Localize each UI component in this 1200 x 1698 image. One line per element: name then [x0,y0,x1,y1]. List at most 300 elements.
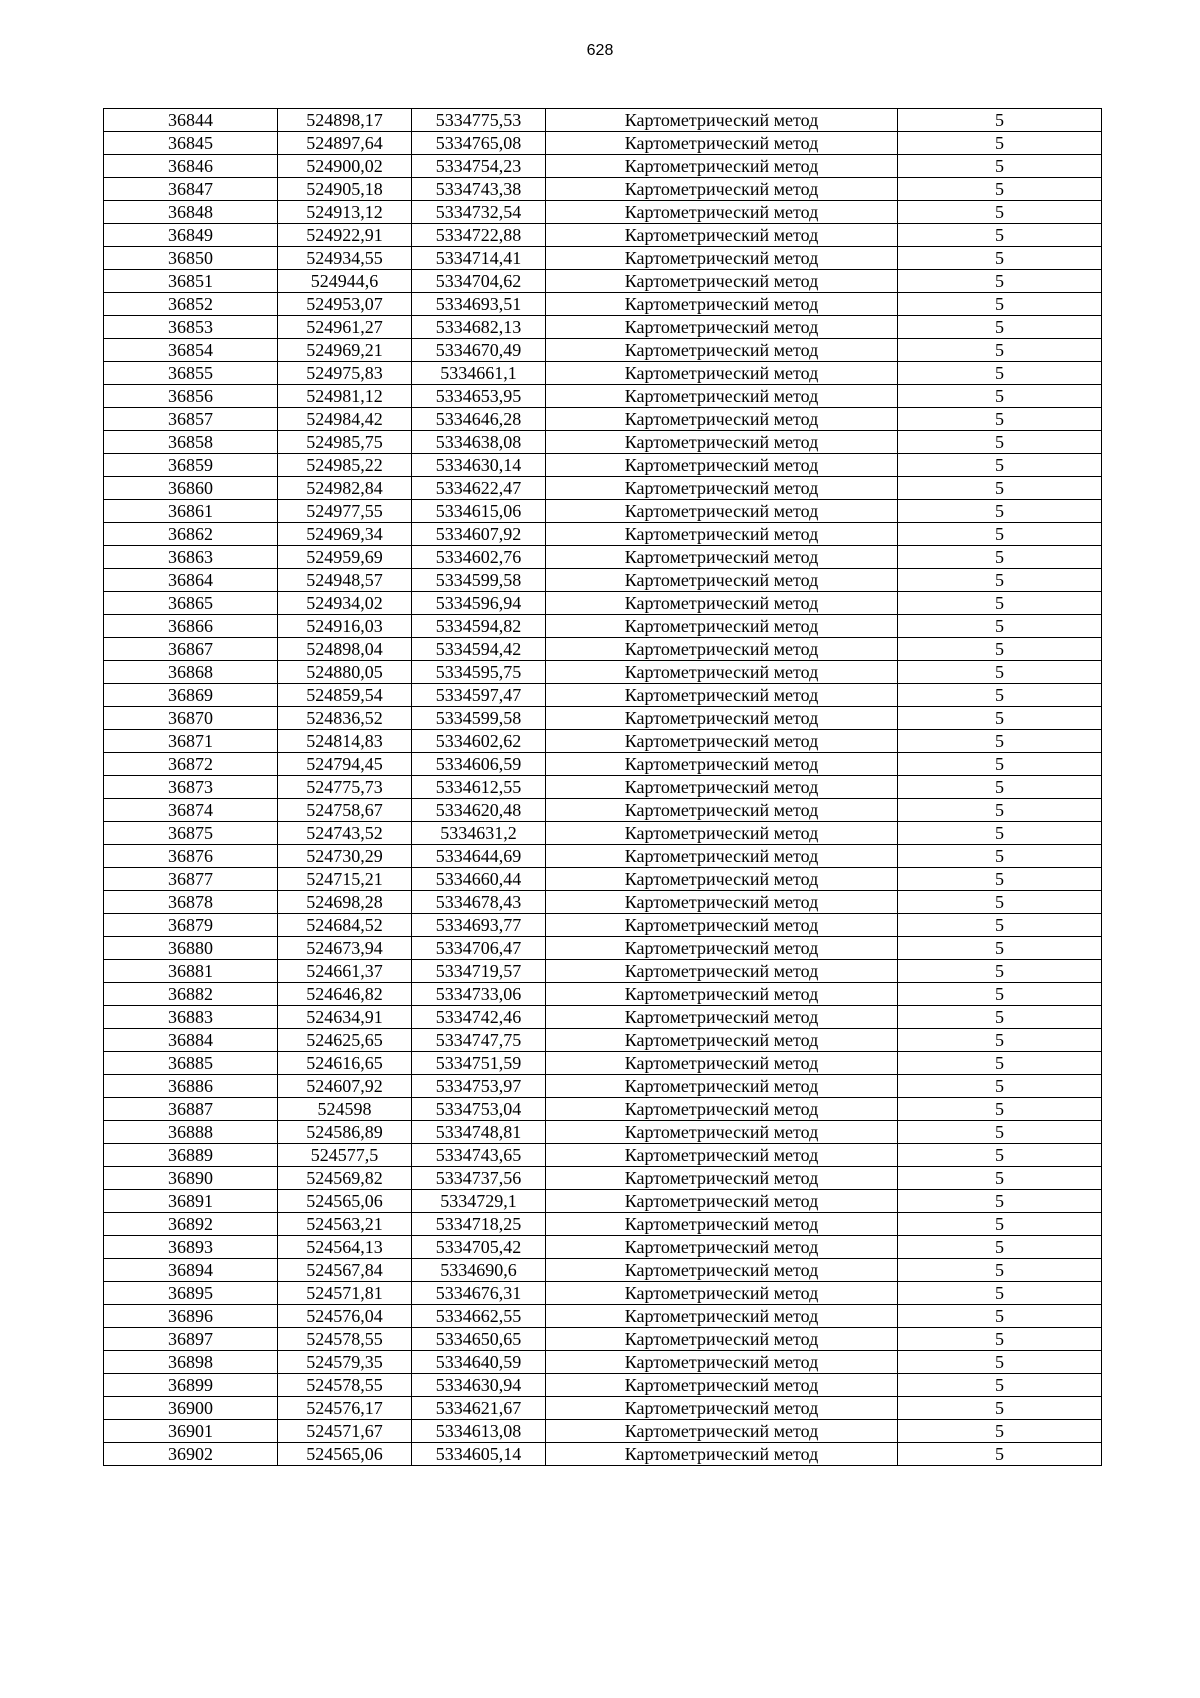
point-number-cell: 36902 [104,1443,278,1466]
y-coordinate-cell: 5334613,08 [412,1420,546,1443]
method-cell: Картометрический метод [546,201,898,224]
y-coordinate-cell: 5334737,56 [412,1167,546,1190]
accuracy-cell: 5 [898,1121,1102,1144]
table-row [104,891,1102,914]
method-cell: Картометрический метод [546,684,898,707]
accuracy-cell: 5 [898,960,1102,983]
x-coordinate-cell: 524569,82 [278,1167,412,1190]
table-row [104,937,1102,960]
accuracy-cell: 5 [898,178,1102,201]
x-coordinate-cell: 524913,12 [278,201,412,224]
point-number-cell: 36877 [104,868,278,891]
method-cell: Картометрический метод [546,822,898,845]
point-number-cell: 36892 [104,1213,278,1236]
x-coordinate-cell: 524900,02 [278,155,412,178]
method-cell: Картометрический метод [546,891,898,914]
method-cell: Картометрический метод [546,293,898,316]
x-coordinate-cell: 524758,67 [278,799,412,822]
x-coordinate-cell: 524578,55 [278,1328,412,1351]
table-row [104,1282,1102,1305]
accuracy-cell: 5 [898,1075,1102,1098]
point-number-cell: 36858 [104,431,278,454]
accuracy-cell: 5 [898,799,1102,822]
y-coordinate-cell: 5334743,38 [412,178,546,201]
x-coordinate-cell: 524897,64 [278,132,412,155]
point-number-cell: 36888 [104,1121,278,1144]
accuracy-cell: 5 [898,247,1102,270]
method-cell: Картометрический метод [546,1121,898,1144]
table-row [104,132,1102,155]
x-coordinate-cell: 524982,84 [278,477,412,500]
table-row [104,776,1102,799]
x-coordinate-cell: 524730,29 [278,845,412,868]
y-coordinate-cell: 5334661,1 [412,362,546,385]
accuracy-cell: 5 [898,1006,1102,1029]
method-cell: Картометрический метод [546,1351,898,1374]
x-coordinate-cell: 524969,34 [278,523,412,546]
method-cell: Картометрический метод [546,1213,898,1236]
point-number-cell: 36870 [104,707,278,730]
x-coordinate-cell: 524880,05 [278,661,412,684]
table-row [104,546,1102,569]
method-cell: Картометрический метод [546,638,898,661]
x-coordinate-cell: 524564,13 [278,1236,412,1259]
accuracy-cell: 5 [898,845,1102,868]
y-coordinate-cell: 5334605,14 [412,1443,546,1466]
method-cell: Картометрический метод [546,408,898,431]
point-number-cell: 36871 [104,730,278,753]
table-row [104,155,1102,178]
method-cell: Картометрический метод [546,178,898,201]
accuracy-cell: 5 [898,1190,1102,1213]
accuracy-cell: 5 [898,270,1102,293]
table-row [104,454,1102,477]
accuracy-cell: 5 [898,431,1102,454]
table-row [104,339,1102,362]
method-cell: Картометрический метод [546,1397,898,1420]
accuracy-cell: 5 [898,1305,1102,1328]
table-row [104,477,1102,500]
x-coordinate-cell: 524859,54 [278,684,412,707]
x-coordinate-cell: 524684,52 [278,914,412,937]
method-cell: Картометрический метод [546,1305,898,1328]
point-number-cell: 36869 [104,684,278,707]
x-coordinate-cell: 524565,06 [278,1443,412,1466]
accuracy-cell: 5 [898,477,1102,500]
y-coordinate-cell: 5334682,13 [412,316,546,339]
accuracy-cell: 5 [898,1351,1102,1374]
x-coordinate-cell: 524944,6 [278,270,412,293]
y-coordinate-cell: 5334596,94 [412,592,546,615]
point-number-cell: 36851 [104,270,278,293]
y-coordinate-cell: 5334775,53 [412,109,546,132]
y-coordinate-cell: 5334662,55 [412,1305,546,1328]
point-number-cell: 36859 [104,454,278,477]
x-coordinate-cell: 524576,04 [278,1305,412,1328]
method-cell: Картометрический метод [546,270,898,293]
point-number-cell: 36880 [104,937,278,960]
point-number-cell: 36882 [104,983,278,1006]
accuracy-cell: 5 [898,132,1102,155]
method-cell: Картометрический метод [546,868,898,891]
x-coordinate-cell: 524948,57 [278,569,412,592]
point-number-cell: 36874 [104,799,278,822]
table-row [104,1397,1102,1420]
point-number-cell: 36865 [104,592,278,615]
table-row [104,1305,1102,1328]
x-coordinate-cell: 524814,83 [278,730,412,753]
point-number-cell: 36846 [104,155,278,178]
x-coordinate-cell: 524981,12 [278,385,412,408]
method-cell: Картометрический метод [546,155,898,178]
point-number-cell: 36863 [104,546,278,569]
y-coordinate-cell: 5334622,47 [412,477,546,500]
method-cell: Картометрический метод [546,1075,898,1098]
point-number-cell: 36876 [104,845,278,868]
point-number-cell: 36847 [104,178,278,201]
y-coordinate-cell: 5334722,88 [412,224,546,247]
point-number-cell: 36844 [104,109,278,132]
y-coordinate-cell: 5334729,1 [412,1190,546,1213]
point-number-cell: 36897 [104,1328,278,1351]
coordinates-table [103,108,1102,1466]
y-coordinate-cell: 5334748,81 [412,1121,546,1144]
accuracy-cell: 5 [898,638,1102,661]
y-coordinate-cell: 5334615,06 [412,500,546,523]
method-cell: Картометрический метод [546,454,898,477]
coordinates-table-body [104,109,1102,1466]
accuracy-cell: 5 [898,937,1102,960]
table-row [104,868,1102,891]
method-cell: Картометрический метод [546,247,898,270]
accuracy-cell: 5 [898,753,1102,776]
table-row [104,799,1102,822]
point-number-cell: 36857 [104,408,278,431]
x-coordinate-cell: 524934,55 [278,247,412,270]
point-number-cell: 36867 [104,638,278,661]
accuracy-cell: 5 [898,730,1102,753]
page-number: 628 [586,42,614,59]
x-coordinate-cell: 524625,65 [278,1029,412,1052]
point-number-cell: 36849 [104,224,278,247]
method-cell: Картометрический метод [546,707,898,730]
accuracy-cell: 5 [898,1144,1102,1167]
accuracy-cell: 5 [898,1167,1102,1190]
point-number-cell: 36885 [104,1052,278,1075]
y-coordinate-cell: 5334765,08 [412,132,546,155]
accuracy-cell: 5 [898,776,1102,799]
method-cell: Картометрический метод [546,339,898,362]
table-row [104,109,1102,132]
x-coordinate-cell: 524576,17 [278,1397,412,1420]
method-cell: Картометрический метод [546,224,898,247]
x-coordinate-cell: 524985,22 [278,454,412,477]
accuracy-cell: 5 [898,316,1102,339]
y-coordinate-cell: 5334606,59 [412,753,546,776]
table-row [104,1443,1102,1466]
table-row [104,684,1102,707]
x-coordinate-cell: 524961,27 [278,316,412,339]
x-coordinate-cell: 524571,81 [278,1282,412,1305]
point-number-cell: 36889 [104,1144,278,1167]
x-coordinate-cell: 524646,82 [278,983,412,1006]
point-number-cell: 36866 [104,615,278,638]
x-coordinate-cell: 524634,91 [278,1006,412,1029]
table-row [104,1144,1102,1167]
method-cell: Картометрический метод [546,914,898,937]
table-row [104,1190,1102,1213]
x-coordinate-cell: 524577,5 [278,1144,412,1167]
table-row [104,1420,1102,1443]
x-coordinate-cell: 524953,07 [278,293,412,316]
method-cell: Картометрический метод [546,799,898,822]
x-coordinate-cell: 524775,73 [278,776,412,799]
table-row [104,914,1102,937]
x-coordinate-cell: 524563,21 [278,1213,412,1236]
point-number-cell: 36850 [104,247,278,270]
accuracy-cell: 5 [898,868,1102,891]
accuracy-cell: 5 [898,1259,1102,1282]
accuracy-cell: 5 [898,546,1102,569]
point-number-cell: 36900 [104,1397,278,1420]
y-coordinate-cell: 5334753,04 [412,1098,546,1121]
y-coordinate-cell: 5334732,54 [412,201,546,224]
x-coordinate-cell: 524698,28 [278,891,412,914]
method-cell: Картометрический метод [546,937,898,960]
point-number-cell: 36854 [104,339,278,362]
table-row [104,569,1102,592]
x-coordinate-cell: 524794,45 [278,753,412,776]
method-cell: Картометрический метод [546,776,898,799]
accuracy-cell: 5 [898,523,1102,546]
table-row [104,178,1102,201]
x-coordinate-cell: 524922,91 [278,224,412,247]
y-coordinate-cell: 5334704,62 [412,270,546,293]
method-cell: Картометрический метод [546,1190,898,1213]
method-cell: Картометрический метод [546,960,898,983]
table-row [104,707,1102,730]
method-cell: Картометрический метод [546,1374,898,1397]
x-coordinate-cell: 524607,92 [278,1075,412,1098]
x-coordinate-cell: 524567,84 [278,1259,412,1282]
x-coordinate-cell: 524916,03 [278,615,412,638]
accuracy-cell: 5 [898,684,1102,707]
accuracy-cell: 5 [898,1029,1102,1052]
y-coordinate-cell: 5334631,2 [412,822,546,845]
method-cell: Картометрический метод [546,845,898,868]
x-coordinate-cell: 524898,04 [278,638,412,661]
y-coordinate-cell: 5334594,82 [412,615,546,638]
method-cell: Картометрический метод [546,109,898,132]
y-coordinate-cell: 5334706,47 [412,937,546,960]
point-number-cell: 36899 [104,1374,278,1397]
accuracy-cell: 5 [898,339,1102,362]
table-row [104,431,1102,454]
x-coordinate-cell: 524715,21 [278,868,412,891]
point-number-cell: 36881 [104,960,278,983]
y-coordinate-cell: 5334640,59 [412,1351,546,1374]
table-row [104,1328,1102,1351]
table-row [104,983,1102,1006]
x-coordinate-cell: 524743,52 [278,822,412,845]
table-row [104,638,1102,661]
point-number-cell: 36890 [104,1167,278,1190]
accuracy-cell: 5 [898,293,1102,316]
accuracy-cell: 5 [898,201,1102,224]
table-row [104,592,1102,615]
table-row [104,960,1102,983]
table-row [104,1259,1102,1282]
table-row [104,385,1102,408]
method-cell: Картометрический метод [546,385,898,408]
table-row [104,201,1102,224]
method-cell: Картометрический метод [546,753,898,776]
x-coordinate-cell: 524598 [278,1098,412,1121]
point-number-cell: 36878 [104,891,278,914]
y-coordinate-cell: 5334602,76 [412,546,546,569]
y-coordinate-cell: 5334743,65 [412,1144,546,1167]
y-coordinate-cell: 5334646,28 [412,408,546,431]
accuracy-cell: 5 [898,224,1102,247]
x-coordinate-cell: 524578,55 [278,1374,412,1397]
accuracy-cell: 5 [898,500,1102,523]
point-number-cell: 36852 [104,293,278,316]
method-cell: Картометрический метод [546,1282,898,1305]
x-coordinate-cell: 524661,37 [278,960,412,983]
y-coordinate-cell: 5334693,51 [412,293,546,316]
x-coordinate-cell: 524934,02 [278,592,412,615]
accuracy-cell: 5 [898,454,1102,477]
table-row [104,1006,1102,1029]
y-coordinate-cell: 5334599,58 [412,569,546,592]
method-cell: Картометрический метод [546,1029,898,1052]
table-row [104,316,1102,339]
point-number-cell: 36883 [104,1006,278,1029]
method-cell: Картометрический метод [546,592,898,615]
table-row [104,730,1102,753]
method-cell: Картометрический метод [546,661,898,684]
table-row [104,224,1102,247]
point-number-cell: 36898 [104,1351,278,1374]
point-number-cell: 36887 [104,1098,278,1121]
table-row [104,362,1102,385]
point-number-cell: 36884 [104,1029,278,1052]
point-number-cell: 36860 [104,477,278,500]
method-cell: Картометрический метод [546,477,898,500]
accuracy-cell: 5 [898,1098,1102,1121]
y-coordinate-cell: 5334670,49 [412,339,546,362]
x-coordinate-cell: 524673,94 [278,937,412,960]
method-cell: Картометрический метод [546,1144,898,1167]
accuracy-cell: 5 [898,707,1102,730]
table-row [104,1052,1102,1075]
y-coordinate-cell: 5334754,23 [412,155,546,178]
accuracy-cell: 5 [898,615,1102,638]
point-number-cell: 36845 [104,132,278,155]
x-coordinate-cell: 524586,89 [278,1121,412,1144]
table-row [104,408,1102,431]
y-coordinate-cell: 5334753,97 [412,1075,546,1098]
table-row [104,247,1102,270]
table-row [104,1213,1102,1236]
y-coordinate-cell: 5334644,69 [412,845,546,868]
method-cell: Картометрический метод [546,1236,898,1259]
method-cell: Картометрический метод [546,1167,898,1190]
x-coordinate-cell: 524977,55 [278,500,412,523]
table-row [104,1121,1102,1144]
accuracy-cell: 5 [898,569,1102,592]
y-coordinate-cell: 5334650,65 [412,1328,546,1351]
method-cell: Картометрический метод [546,1098,898,1121]
table-row [104,1029,1102,1052]
method-cell: Картометрический метод [546,569,898,592]
x-coordinate-cell: 524984,42 [278,408,412,431]
y-coordinate-cell: 5334630,94 [412,1374,546,1397]
accuracy-cell: 5 [898,408,1102,431]
table-row [104,293,1102,316]
x-coordinate-cell: 524969,21 [278,339,412,362]
point-number-cell: 36879 [104,914,278,937]
y-coordinate-cell: 5334747,75 [412,1029,546,1052]
accuracy-cell: 5 [898,1397,1102,1420]
method-cell: Картометрический метод [546,500,898,523]
accuracy-cell: 5 [898,109,1102,132]
method-cell: Картометрический метод [546,615,898,638]
method-cell: Картометрический метод [546,316,898,339]
y-coordinate-cell: 5334690,6 [412,1259,546,1282]
point-number-cell: 36893 [104,1236,278,1259]
x-coordinate-cell: 524898,17 [278,109,412,132]
y-coordinate-cell: 5334612,55 [412,776,546,799]
accuracy-cell: 5 [898,592,1102,615]
method-cell: Картометрический метод [546,1420,898,1443]
table-row [104,1167,1102,1190]
point-number-cell: 36895 [104,1282,278,1305]
accuracy-cell: 5 [898,914,1102,937]
x-coordinate-cell: 524579,35 [278,1351,412,1374]
method-cell: Картометрический метод [546,523,898,546]
x-coordinate-cell: 524571,67 [278,1420,412,1443]
y-coordinate-cell: 5334595,75 [412,661,546,684]
y-coordinate-cell: 5334678,43 [412,891,546,914]
point-number-cell: 36873 [104,776,278,799]
point-number-cell: 36853 [104,316,278,339]
y-coordinate-cell: 5334620,48 [412,799,546,822]
accuracy-cell: 5 [898,155,1102,178]
x-coordinate-cell: 524616,65 [278,1052,412,1075]
accuracy-cell: 5 [898,1443,1102,1466]
y-coordinate-cell: 5334599,58 [412,707,546,730]
y-coordinate-cell: 5334693,77 [412,914,546,937]
point-number-cell: 36891 [104,1190,278,1213]
y-coordinate-cell: 5334742,46 [412,1006,546,1029]
point-number-cell: 36868 [104,661,278,684]
y-coordinate-cell: 5334653,95 [412,385,546,408]
x-coordinate-cell: 524836,52 [278,707,412,730]
table-row [104,1236,1102,1259]
accuracy-cell: 5 [898,822,1102,845]
y-coordinate-cell: 5334594,42 [412,638,546,661]
y-coordinate-cell: 5334597,47 [412,684,546,707]
table-row [104,753,1102,776]
y-coordinate-cell: 5334621,67 [412,1397,546,1420]
method-cell: Картометрический метод [546,1443,898,1466]
accuracy-cell: 5 [898,1420,1102,1443]
point-number-cell: 36862 [104,523,278,546]
y-coordinate-cell: 5334607,92 [412,523,546,546]
point-number-cell: 36896 [104,1305,278,1328]
method-cell: Картометрический метод [546,431,898,454]
